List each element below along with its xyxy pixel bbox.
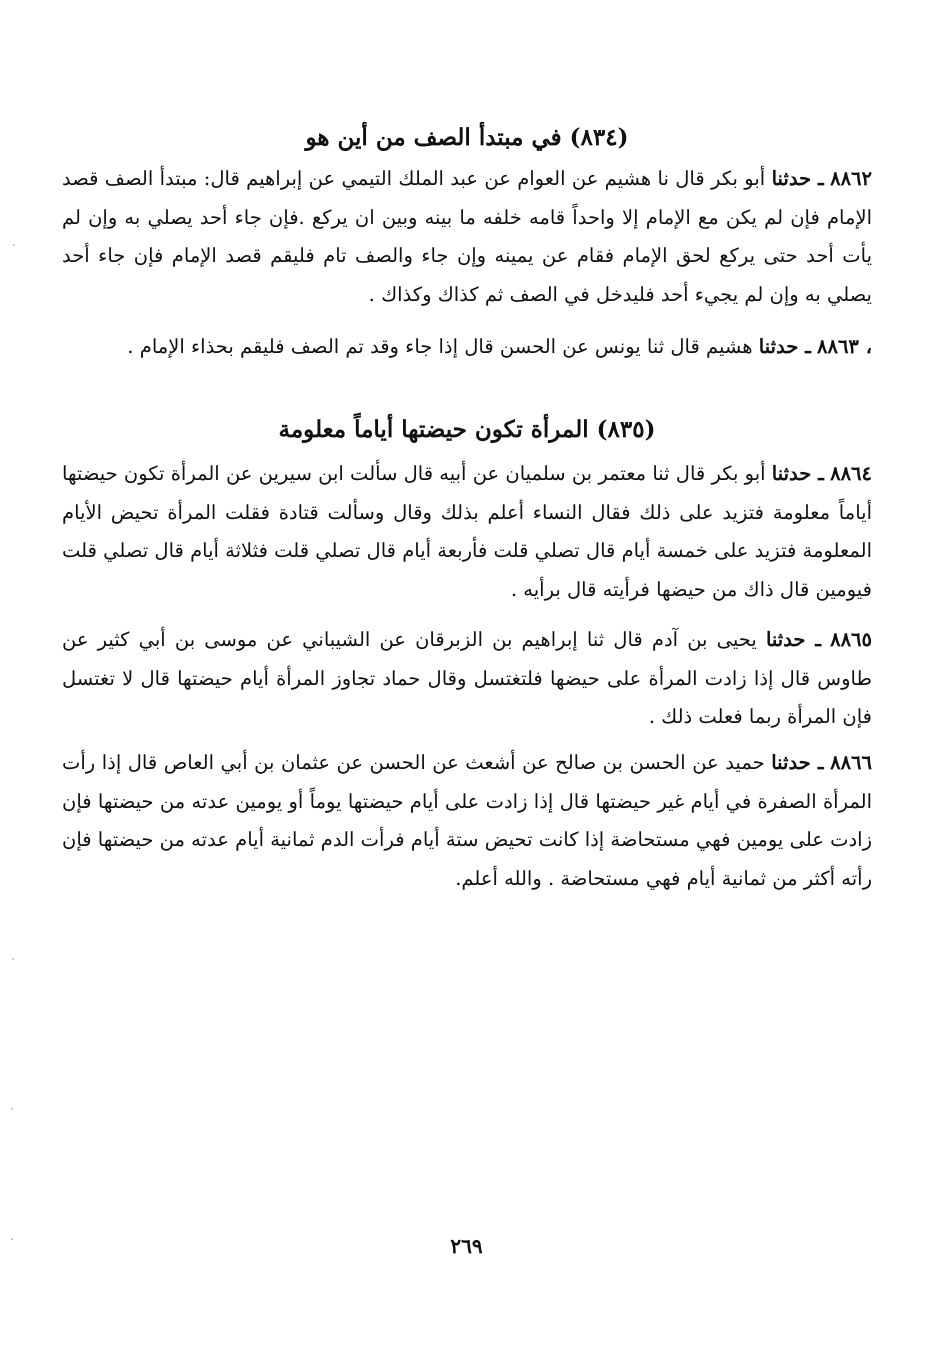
page-number: ٢٦٩ bbox=[450, 1234, 483, 1258]
section-heading-835: (٨٣٥) المرأة تكون حيضتها أياماً معلومة bbox=[278, 416, 656, 443]
hadith-lead: ـ حدثنا bbox=[771, 751, 824, 774]
hadith-paragraph-8863 bbox=[62, 328, 872, 367]
hadith-text: هشيم قال ثنا يونس عن الحسن قال إذا جاء وقد تم الصف فليقم بحذاء الإمام . bbox=[127, 335, 753, 358]
hadith-text: أبو بكر قال نا هشيم عن العوام عن عبد الملك التيمي عن إبراهيم قال: مبتدأ الصف قصد الإمام فإن لم يكن مع الإمام إلا واحداً قامه خلفه ما بينه وبين ان يركع .فإن جاء أحد يصلي به وإن لم يأت أحد حتى يركع لحق الإمام فقام عن يمينه وإن جاء والصف تام فليقم قصد الإمام فإن جاء أحد يصلي به وإن لم يجيء أحد فليدخل في الصف ثم كذاك وكذاك . bbox=[62, 167, 872, 306]
section-heading-834: (٨٣٤) في مبتدأ الصف من أين هو bbox=[305, 124, 629, 151]
hadith-number: ٨٨٦٤ bbox=[830, 462, 873, 485]
scan-speck bbox=[13, 244, 15, 246]
hadith-number: ٨٨٦٥ bbox=[830, 628, 872, 651]
hadith-paragraph-8864 bbox=[62, 455, 872, 609]
hadith-lead: ـ حدثنا bbox=[758, 335, 811, 358]
scan-speck bbox=[12, 958, 14, 960]
scan-speck bbox=[11, 1108, 13, 1110]
hadith-number: ، ٨٨٦٣ bbox=[817, 335, 872, 358]
hadith-text: أبو بكر قال ثنا معتمر بن سلميان عن أبيه قال سألت ابن سيرين عن المرأة تكون حيضتها أياماً معلومة فتزيد على ذلك فقال النساء أعلم بذلك وقال وسألت قتادة فقلت المرأة تحيض الأيام المعلومة فتزيد على خمسة أيام قال تصلي قلت فأربعة أيام قال تصلي قلت فثلاثة أيام قال تصلي قلت فيومين قال ذاك من حيضها فرأيته قال برأيه . bbox=[62, 462, 872, 601]
hadith-number: ٨٨٦٦ bbox=[830, 751, 872, 774]
hadith-paragraph-8865 bbox=[62, 621, 872, 737]
hadith-lead: ـ حدثنا bbox=[771, 167, 824, 190]
hadith-paragraph-8866 bbox=[62, 744, 872, 898]
scan-speck bbox=[11, 1238, 13, 1240]
hadith-text: حميد عن الحسن بن صالح عن أشعث عن الحسن عن عثمان بن أبي العاص قال إذا رأت المرأة الصفرة في أيام غير حيضتها قال إذا زادت على أيام حيضتها يوماً أو يومين عدته من حيضتها فإن زادت على يومين فهي مستحاضة إذا كانت تحيض ستة أيام فرأت الدم ثمانية أيام عدته من حيضتها فإن رأته أكثر من ثمانية أيام فهي مستحاضة . والله أعلم. bbox=[62, 751, 872, 890]
hadith-paragraph-8862 bbox=[62, 160, 872, 314]
hadith-lead: ـ حدثنا bbox=[771, 462, 824, 485]
hadith-text: يحيى بن آدم قال ثنا إبراهيم بن الزبرقان عن الشيباني عن موسى بن أبي كثير عن طاوس قال إذا زادت المرأة على حيضها فلتغتسل وقال حماد تجاوز المرأة أيام حيضتها قال لا تغتسل فإن المرأة ربما فعلت ذلك . bbox=[62, 628, 872, 728]
hadith-lead: ـ حدثنا bbox=[765, 628, 821, 651]
hadith-number: ٨٨٦٢ bbox=[830, 167, 873, 190]
